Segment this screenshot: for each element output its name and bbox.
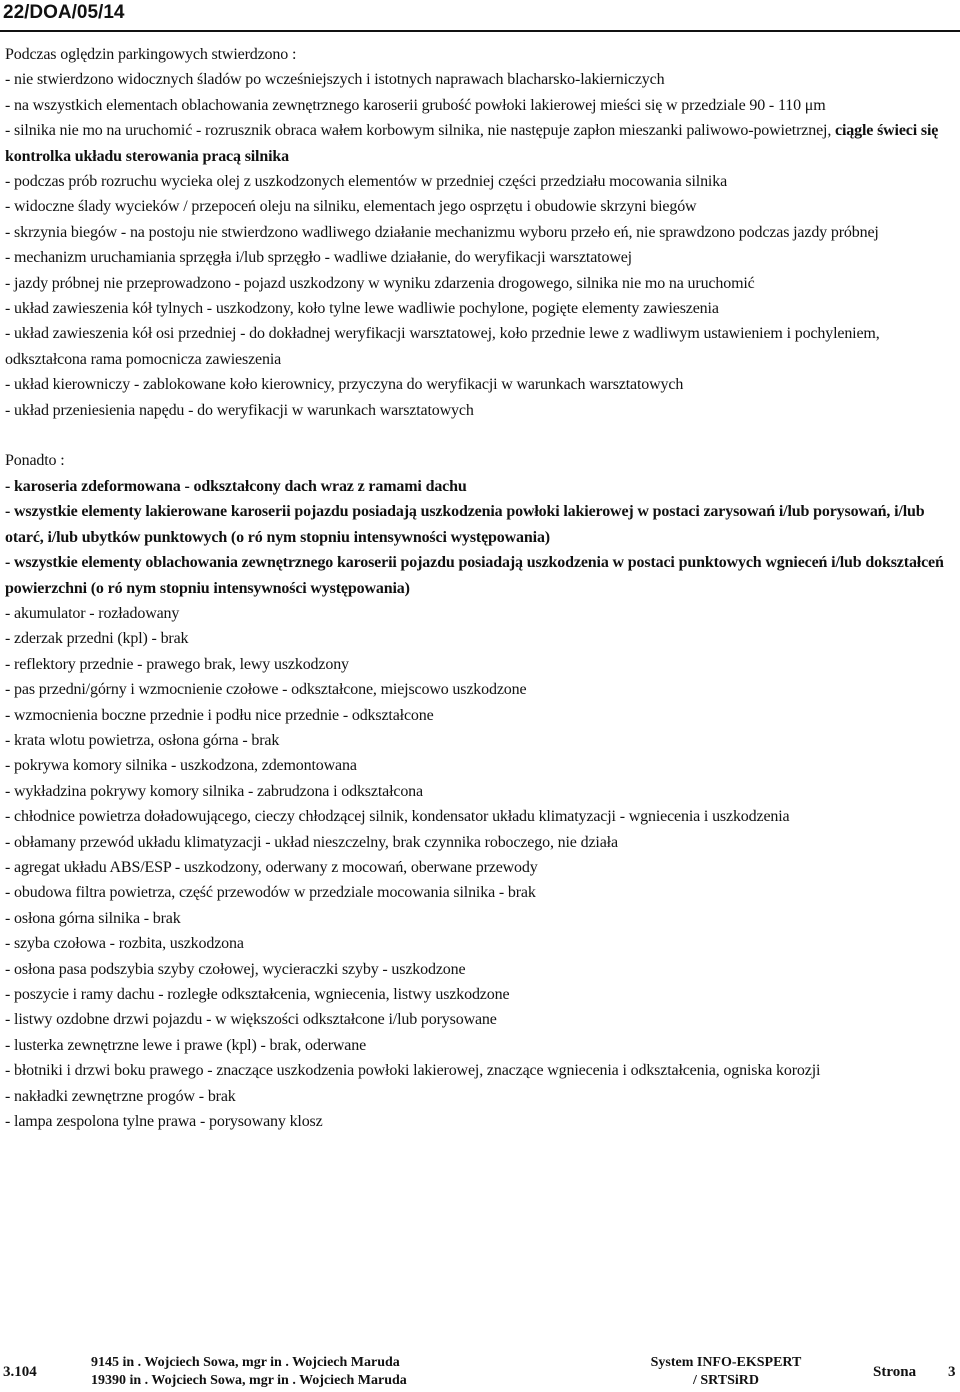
damage-item: - osłona pasa podszybia szyby czołowej, wycieraczki szyby - uszkodzone xyxy=(5,960,466,978)
damage-item: - obudowa filtra powietrza, część przewodów w przedziale mocowania silnika - brak xyxy=(5,884,536,902)
footer-system xyxy=(641,1354,811,1390)
footer-author-line-1: 9145 in . Wojciech Sowa, mgr in . Wojciech Maruda xyxy=(91,1355,400,1370)
damage-item: - błotniki i drzwi boku prawego - znaczące uszkodzenia powłoki lakierowej, znaczące wgniecenia i odkształcenia, ogniska korozji xyxy=(5,1062,821,1080)
footer-page-number: 3 xyxy=(948,1364,956,1380)
damage-item: - wszystkie elementy lakierowane karoserii pojazdu posiadają uszkodzenia powłoki lakierowej w postaci zarysowań i/lub porysowań, i/lub otarć, i/lub ubytków punktowych (o ró nym stopniu intensywności występowania) xyxy=(5,503,925,546)
finding-text: - układ zawieszenia kół osi przedniej - do dokładnej weryfikacji warsztatowej, koło przednie lewe z wadliwym ustawieniem i pochyleniem, odkształcona rama pomocnicza zawieszenia xyxy=(5,325,880,368)
damage-item: - pokrywa komory silnika - uszkodzona, zdemontowana xyxy=(5,757,357,775)
footer-author-line-2: 19390 in . Wojciech Sowa, mgr in . Wojciech Maruda xyxy=(91,1373,407,1388)
damage-item: - lampa zespolona tylne prawa - porysowany klosz xyxy=(5,1113,323,1131)
finding-item xyxy=(5,372,953,397)
damage-item: - wzmocnienia boczne przednie i podłu nice przednie - odkształcone xyxy=(5,706,434,724)
damage-item: - zderzak przedni (kpl) - brak xyxy=(5,630,189,648)
footer-system-sub: / SRTSiRD xyxy=(692,1373,760,1388)
damage-item: - szyba czołowa - rozbita, uszkodzona xyxy=(5,935,244,953)
finding-text: - układ przeniesienia napędu - do weryfikacji w warunkach warsztatowych xyxy=(5,401,474,419)
damage-item: - chłodnice powietrza doładowującego, cieczy chłodzącej silnik, kondensator układu klimatyzacji - wgniecenia i uszkodzenia xyxy=(5,808,790,826)
footer-system-name: System INFO-EKSPERT xyxy=(650,1355,802,1370)
finding-text: - podczas prób rozruchu wycieka olej z uszkodzonych elementów w przedniej części przedziału mocowania silnika xyxy=(5,173,728,191)
finding-item xyxy=(5,118,953,169)
finding-item xyxy=(5,67,953,92)
footer-page-label: Strona xyxy=(873,1364,917,1380)
damage-item: - osłona górna silnika - brak xyxy=(5,909,181,927)
finding-bold-text: ciągle świeci się kontrolka układu sterowania pracą silnika xyxy=(5,122,939,165)
damage-item: - nakładki zewnętrzne progów - brak xyxy=(5,1087,236,1105)
page-footer xyxy=(0,1348,960,1392)
finding-item xyxy=(5,271,953,296)
header-rule xyxy=(0,30,960,32)
finding-item xyxy=(5,321,953,372)
damage-item: - wszystkie elementy oblachowania zewnętrznego karoserii pojazdu posiadają uszkodzenia w postaci punktowych wgnieceń i/lub dokształceń powierzchni (o ró nym stopniu intensywności występowania) xyxy=(5,554,944,597)
inspection-findings-list xyxy=(5,67,953,423)
finding-item xyxy=(5,398,953,423)
finding-text: - na wszystkich elementach oblachowania zewnętrznego karoserii grubość powłoki lakierowej mieści się w przedziale 90 - 110 μm xyxy=(5,96,826,114)
damage-item: - reflektory przednie - prawego brak, lewy uszkodzony xyxy=(5,655,349,673)
damage-item: - pas przedni/górny i wzmocnienie czołowe - odkształcone, miejscowo uszkodzone xyxy=(5,681,527,699)
finding-text: - mechanizm uruchamiania sprzęgła i/lub sprzęgło - wadliwe działanie, do weryfikacji warsztatowej xyxy=(5,249,632,267)
finding-item xyxy=(5,245,953,270)
additional-damage-list xyxy=(5,474,953,1135)
finding-text: - widoczne ślady wycieków / przepoceń oleju na silniku, elementach jego osprzętu i obudowie skrzyni biegów xyxy=(5,198,697,216)
finding-text: - skrzynia biegów - na postoju nie stwierdzono wadliwego działanie mechanizmu wyboru przeło eń, nie sprawdzono podczas jazdy próbnej xyxy=(5,223,879,241)
footer-authors xyxy=(91,1354,407,1390)
damage-item: - listwy ozdobne drzwi pojazdu - w większości odkształcone i/lub porysowane xyxy=(5,1011,497,1029)
document-id: 22/DOA/05/14 xyxy=(3,2,125,23)
finding-text: - silnika nie mo na uruchomić - rozrusznik obraca wałem korbowym silnika, nie następuje zapłon mieszanki paliwowo-powietrznej, xyxy=(5,122,836,140)
finding-text: - jazdy próbnej nie przeprowadzono - pojazd uszkodzony w wyniku zdarzenia drogowego, silnika nie mo na uruchomić xyxy=(5,274,755,292)
section1-heading: Podczas oględzin parkingowych stwierdzono : xyxy=(5,46,297,63)
damage-item: - wykładzina pokrywy komory silnika - zabrudzona i odkształcona xyxy=(5,782,423,800)
section-gap xyxy=(5,423,953,448)
document-body xyxy=(5,42,953,1134)
damage-item: - agregat układu ABS/ESP - uszkodzony, oderwany z mocowań, oberwane przewody xyxy=(5,858,538,876)
section2-heading: Ponadto : xyxy=(5,452,65,470)
footer-page-code: 3.104 xyxy=(3,1364,37,1380)
damage-item: - lusterka zewnętrzne lewe i prawe (kpl) - brak, oderwane xyxy=(5,1036,367,1054)
damage-item: - akumulator - rozładowany xyxy=(5,604,180,622)
finding-text: - układ kierowniczy - zablokowane koło kierownicy, przyczyna do weryfikacji w warunkach warsztatowych xyxy=(5,376,684,394)
damage-item: - karoseria zdeformowana - odkształcony dach wraz z ramami dachu xyxy=(5,477,467,495)
finding-item xyxy=(5,220,953,245)
damage-item: - obłamany przewód układu klimatyzacji - układ nieszczelny, brak czynnika roboczego, nie działa xyxy=(5,833,618,851)
damage-item: - krata wlotu powietrza, osłona górna - brak xyxy=(5,731,280,749)
finding-item xyxy=(5,194,953,219)
damage-item: - poszycie i ramy dachu - rozległe odkształcenia, wgniecenia, listwy uszkodzone xyxy=(5,986,510,1004)
finding-text: - układ zawieszenia kół tylnych - uszkodzony, koło tylne lewe wadliwie pochylone, pogięte elementy zawieszenia xyxy=(5,300,719,318)
finding-text: - nie stwierdzono widocznych śladów po wcześniejszych i istotnych naprawach blacharsko-lakierniczych xyxy=(5,71,665,89)
finding-item xyxy=(5,93,953,118)
finding-item xyxy=(5,296,953,321)
finding-item xyxy=(5,169,953,194)
